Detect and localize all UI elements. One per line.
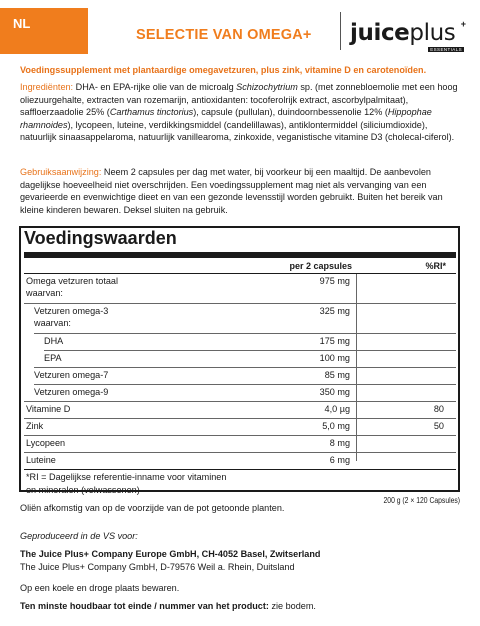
nutrition-row bbox=[24, 306, 456, 330]
usage-paragraph bbox=[20, 166, 466, 216]
nutrition-title: Voedingswaarden bbox=[24, 228, 177, 248]
column-header-ri: %RI* bbox=[425, 261, 446, 271]
ri-footnote: *RI = Dagelijkse referentie-inname voor vitaminen en mineralen (volwassenen) bbox=[26, 472, 227, 495]
package-contents: 200 g (2 × 120 Capsules) bbox=[383, 496, 460, 505]
best-before-label: Ten minste houdbaar tot einde / nummer van het product: bbox=[20, 601, 269, 611]
nutrient-value: 350 mg bbox=[319, 387, 350, 397]
ingredients-text-4: ), lycopeen, luteine, verdikkingsmiddel (candelillawas), antiklontermiddel (siliciumdioxide), natuurlijk sinaasappelaroma, natuurlijk vanillearoma, zinkoxide, veganistische vitamine D3 (cholecal-ciferol). bbox=[20, 119, 455, 143]
nutrition-row bbox=[24, 370, 456, 382]
language-tab: NL bbox=[0, 8, 88, 54]
produced-for-label: Geproduceerd in de VS voor: bbox=[20, 531, 138, 541]
logo-tagline: ESSENTIALS bbox=[430, 47, 462, 52]
nutrient-name: Lycopeen bbox=[26, 438, 66, 448]
nutrition-table bbox=[19, 226, 460, 495]
nutrition-row bbox=[24, 387, 456, 399]
oil-origin-note: Oliën afkomstig van op de voorzijde van de pot getoonde planten. bbox=[20, 503, 285, 513]
nutrient-name: EPA bbox=[44, 353, 62, 363]
footnote-rule bbox=[24, 469, 456, 470]
product-title: SELECTIE VAN OMEGA+ bbox=[136, 27, 312, 43]
logo-sup: + bbox=[460, 19, 466, 29]
ingredients-italic-2: Carthamus tinctorius bbox=[109, 107, 194, 118]
nutrient-value: 8 mg bbox=[329, 438, 350, 448]
ingredients-text-2: sp. (met zonnebloemolie met een hoog oliezuurgehalte, extracten van rozemarijn, antioxidanten: tocoferolrijk extract, ascorbylpalmitaat), saffloerzaadolie 25% ( bbox=[20, 82, 458, 118]
nutrient-ri: 50 bbox=[433, 421, 444, 431]
juice-plus-logo bbox=[350, 20, 468, 54]
nutrient-value: 175 mg bbox=[319, 336, 350, 346]
usage-text: Neem 2 capsules per dag met water, bij voorkeur bij een maaltijd. De aanbevolen dagelijkse hoeveelheid niet overschrijden. Een voedingssupplement mag niet als vervanging van een gevarieerde en evenwichtige dieet en van een gezonde levensstijl worden gebruikt. Buiten het bereik van kleine kinderen bewaren. Deksel sluiten na gebruik. bbox=[20, 167, 443, 215]
usage-label: Gebruiksaanwijzing: bbox=[20, 167, 102, 177]
nutrient-value: 85 mg bbox=[324, 370, 350, 380]
company-germany: The Juice Plus+ Company GmbH, D-79576 Weil a. Rhein, Duitsland bbox=[20, 562, 295, 572]
nutrition-title-bar bbox=[24, 252, 456, 258]
nutrient-name: Omega vetzuren totaal waarvan: bbox=[26, 276, 118, 298]
nutrient-value: 4,0 µg bbox=[324, 404, 350, 414]
column-header-per-serving: per 2 capsules bbox=[289, 261, 352, 271]
nutrient-value: 100 mg bbox=[319, 353, 350, 363]
ingredients-paragraph bbox=[20, 81, 466, 144]
nutrient-name: DHA bbox=[44, 336, 64, 346]
nutrition-row bbox=[24, 438, 456, 450]
header-divider bbox=[340, 12, 341, 50]
ingredients-italic-1: Schizochytrium bbox=[236, 82, 298, 92]
nutrition-row bbox=[24, 353, 456, 365]
nutrition-row bbox=[24, 336, 456, 348]
nutrition-row bbox=[24, 404, 456, 416]
best-before-text: zie bodem. bbox=[268, 601, 316, 611]
nutrition-row bbox=[24, 455, 456, 467]
nutrient-name: Vetzuren omega-3 waarvan: bbox=[34, 306, 109, 328]
company-europe: The Juice Plus+ Company Europe GmbH, CH-4052 Basel, Zwitserland bbox=[20, 549, 321, 559]
ingredients-text-3: ), capsule (pullulan), duindoornbessenolie 12% ( bbox=[193, 107, 388, 118]
header-rule bbox=[24, 273, 456, 274]
nutrient-value: 975 mg bbox=[319, 276, 350, 286]
nutrient-name: Vitamine D bbox=[26, 404, 71, 414]
ingredients-label: Ingrediënten: bbox=[20, 82, 74, 92]
nutrient-name: Luteine bbox=[26, 455, 56, 465]
nutrient-name: Vetzuren omega-7 bbox=[34, 370, 109, 380]
storage-instructions: Op een koele en droge plaats bewaren. bbox=[20, 583, 180, 593]
logo-word: juice bbox=[350, 20, 410, 46]
logo-plus: plus bbox=[409, 20, 456, 46]
best-before-line bbox=[20, 600, 466, 613]
nutrient-value: 6 mg bbox=[329, 455, 350, 465]
nutrient-ri: 80 bbox=[433, 404, 444, 414]
nutrition-row bbox=[24, 276, 456, 300]
nutrient-value: 325 mg bbox=[319, 306, 350, 316]
nutrient-value: 5,0 mg bbox=[322, 421, 350, 431]
nutrient-name: Zink bbox=[26, 421, 44, 431]
header bbox=[0, 0, 480, 62]
ingredients-text-1: DHA- en EPA-rijke olie van de microalg bbox=[73, 82, 237, 92]
ingredients-italic-3: Hippophae rhamnoides bbox=[20, 107, 432, 130]
nutrient-name: Vetzuren omega-9 bbox=[34, 387, 109, 397]
nutrition-row bbox=[24, 421, 456, 433]
supplement-description: Voedingssupplement met plantaardige omegavetzuren, plus zink, vitamine D en carotenoïden. bbox=[20, 65, 427, 75]
